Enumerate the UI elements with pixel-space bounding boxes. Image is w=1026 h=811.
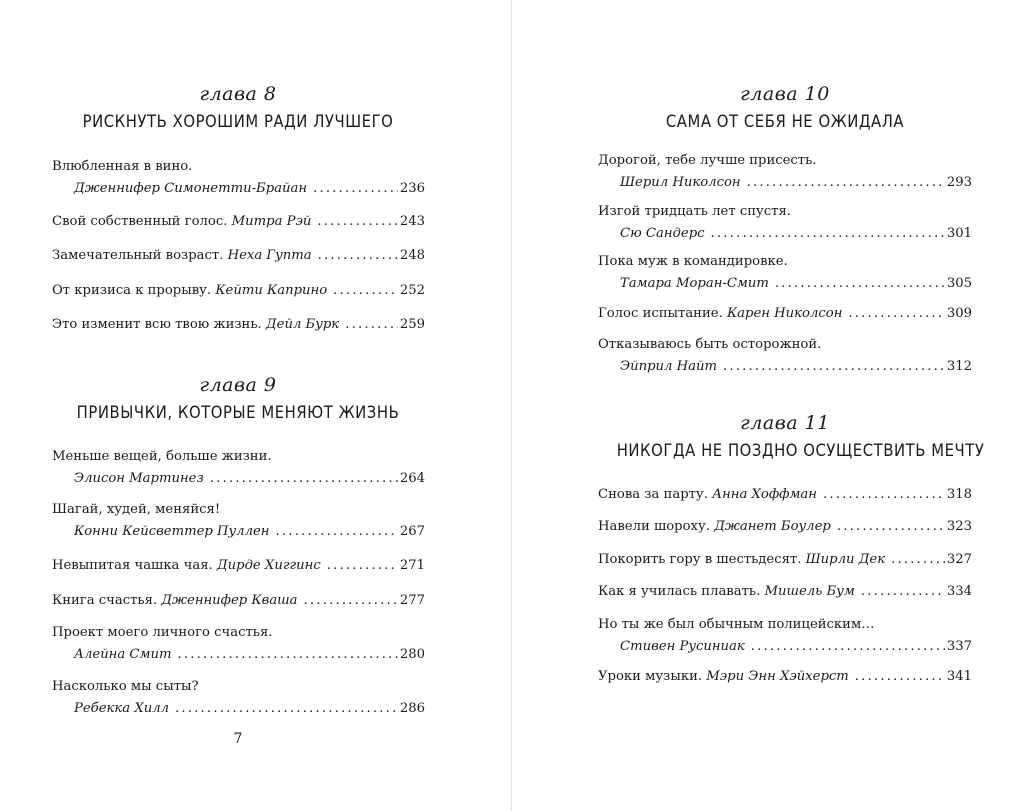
- entry-title: Отказываюсь быть осторожной.: [598, 337, 822, 352]
- dot-leader: [175, 699, 398, 718]
- entry-page: 341: [946, 669, 972, 684]
- dot-leader: [823, 485, 945, 504]
- toc-entry[interactable]: [598, 485, 972, 504]
- dot-leader: [891, 550, 945, 569]
- entry-title: Свой собственный голос.: [52, 214, 228, 229]
- entry-author: Алейна Смит: [74, 647, 172, 662]
- dot-leader: [848, 304, 944, 323]
- dot-leader: [775, 274, 945, 293]
- entry-author: Элисон Мартинез: [74, 471, 204, 486]
- entry-page: 309: [946, 306, 972, 321]
- entry-page: 280: [399, 647, 425, 662]
- toc-entry[interactable]: [52, 677, 425, 718]
- dot-leader: [177, 645, 397, 664]
- page-number: 7: [233, 731, 243, 747]
- dot-leader: [304, 591, 398, 610]
- toc-entry[interactable]: [598, 517, 972, 536]
- dot-leader: [747, 173, 945, 192]
- dot-leader: [333, 281, 398, 300]
- chapter-title: РИСКНУТЬ ХОРОШИМ РАДИ ЛУЧШЕГО: [82, 112, 394, 131]
- entry-title: Шагай, худей, меняйся!: [52, 502, 221, 517]
- entry-page: 277: [399, 593, 425, 608]
- dot-leader: [723, 357, 945, 376]
- entry-author: Сю Сандерс: [620, 226, 705, 241]
- toc-entry[interactable]: [598, 202, 972, 243]
- entry-page: 334: [946, 584, 972, 599]
- chapter-11-heading: [598, 411, 985, 462]
- entry-author: Дейл Бурк: [265, 317, 340, 332]
- chapter-title: НИКОГДА НЕ ПОЗДНО ОСУЩЕСТВИТЬ МЕЧТУ: [616, 441, 985, 460]
- entry-title: Уроки музыки.: [598, 669, 703, 684]
- entry-title: Но ты же был обычным полицейским…: [598, 617, 875, 632]
- entry-author: Дженнифер Кваша: [161, 593, 298, 608]
- right-page: [512, 0, 1026, 811]
- toc-entry[interactable]: [598, 304, 972, 323]
- entry-page: 267: [399, 524, 425, 539]
- toc-entry[interactable]: [52, 315, 425, 334]
- entry-title: Проект моего личного счастья.: [52, 625, 273, 640]
- entry-page: 293: [946, 175, 972, 190]
- toc-entry[interactable]: [598, 582, 972, 601]
- entry-page: 271: [399, 558, 425, 573]
- left-page: [0, 0, 511, 811]
- entry-page: 323: [946, 519, 972, 534]
- entry-author: Неха Гупта: [227, 248, 312, 263]
- toc-entry[interactable]: [52, 447, 425, 488]
- entry-title: Влюбленная в вино.: [52, 159, 193, 174]
- entry-author: Эйприл Найт: [620, 359, 717, 374]
- chapter-label: глава 10: [740, 83, 830, 105]
- entry-author: Митра Рэй: [231, 214, 312, 229]
- entry-page: 252: [399, 283, 425, 298]
- dot-leader: [313, 179, 398, 198]
- entry-author: Дженнифер Симонетти-Брайан: [74, 181, 308, 196]
- toc-entry[interactable]: [598, 335, 972, 376]
- toc-entry[interactable]: [52, 500, 425, 541]
- entry-title: Как я училась плавать.: [598, 584, 761, 599]
- entry-page: 259: [399, 317, 425, 332]
- entry-title: Покорить гору в шестьдесят.: [598, 552, 802, 567]
- dot-leader: [345, 315, 398, 334]
- entry-title: Невыпитая чашка чая.: [52, 558, 213, 573]
- entry-author: Мишель Бум: [764, 584, 855, 599]
- dot-leader: [861, 582, 945, 601]
- toc-entry[interactable]: [598, 615, 972, 656]
- entry-page: 305: [946, 276, 972, 291]
- entry-page: 236: [399, 181, 425, 196]
- chapter-label: глава 9: [199, 374, 277, 396]
- entry-page: 337: [946, 639, 972, 654]
- chapter-8-heading: [52, 82, 424, 133]
- entry-title: Меньше вещей, больше жизни.: [52, 449, 272, 464]
- entry-page: 286: [399, 701, 425, 716]
- entry-author: Тамара Моран-Смит: [620, 276, 769, 291]
- entry-page: 327: [946, 552, 972, 567]
- toc-entry[interactable]: [52, 591, 425, 610]
- entry-title: Насколько мы сыты?: [52, 679, 199, 694]
- entry-title: Голос испытание.: [598, 306, 723, 321]
- chapter-10-heading: [598, 82, 972, 133]
- entry-page: 248: [399, 248, 425, 263]
- toc-entry[interactable]: [52, 157, 425, 198]
- entry-author: Мэри Энн Хэйхерст: [706, 669, 849, 684]
- entry-page: 301: [946, 226, 972, 241]
- entry-title: Книга счастья.: [52, 593, 158, 608]
- entry-author: Конни Кейсветтер Пуллен: [74, 524, 270, 539]
- entry-author: Анна Хоффман: [712, 487, 817, 502]
- toc-entry[interactable]: [598, 252, 972, 293]
- entry-author: Карен Николсон: [726, 306, 843, 321]
- entry-author: Кейти Каприно: [215, 283, 328, 298]
- chapter-label: глава 8: [199, 83, 277, 105]
- entry-title: Навели шороху.: [598, 519, 710, 534]
- dot-leader: [318, 246, 398, 265]
- toc-entry[interactable]: [52, 212, 425, 231]
- dot-leader: [837, 517, 945, 536]
- chapter-label: глава 11: [740, 412, 830, 434]
- toc-entry[interactable]: [598, 550, 972, 569]
- entry-title: Пока муж в командировке.: [598, 254, 788, 269]
- dot-leader: [327, 556, 398, 575]
- toc-entry[interactable]: [52, 556, 425, 575]
- entry-title: Дорогой, тебе лучше присесть.: [598, 153, 817, 168]
- entry-title: Изгой тридцать лет спустя.: [598, 204, 791, 219]
- toc-entry[interactable]: [598, 667, 972, 686]
- entry-page: 312: [946, 359, 972, 374]
- entry-page: 264: [399, 471, 425, 486]
- entry-page: 243: [399, 214, 425, 229]
- entry-page: 318: [946, 487, 972, 502]
- entry-author: Стивен Русиниак: [620, 639, 745, 654]
- toc-entry[interactable]: [52, 623, 425, 664]
- entry-author: Ширли Дек: [805, 552, 886, 567]
- chapter-9-heading: [52, 373, 424, 424]
- chapter-title: ПРИВЫЧКИ, КОТОРЫЕ МЕНЯЮТ ЖИЗНЬ: [76, 403, 400, 422]
- entry-title: Замечательный возраст.: [52, 248, 224, 263]
- entry-title: От кризиса к прорыву.: [52, 283, 212, 298]
- entry-author: Джанет Боулер: [714, 519, 831, 534]
- entry-title: Это изменит всю твою жизнь.: [52, 317, 262, 332]
- toc-entry[interactable]: [52, 246, 425, 265]
- dot-leader: [275, 522, 397, 541]
- toc-entry[interactable]: [52, 281, 425, 300]
- toc-entry[interactable]: [598, 151, 972, 192]
- dot-leader: [317, 212, 397, 231]
- entry-author: Дирде Хиггинс: [216, 558, 321, 573]
- entry-title: Снова за парту.: [598, 487, 708, 502]
- entry-author: Ребекка Хилл: [74, 701, 170, 716]
- entry-author: Шерил Николсон: [620, 175, 741, 190]
- dot-leader: [210, 469, 398, 488]
- dot-leader: [711, 224, 945, 243]
- chapter-title: САМА ОТ СЕБЯ НЕ ОЖИДАЛА: [665, 112, 905, 131]
- dot-leader: [751, 637, 945, 656]
- dot-leader: [855, 667, 945, 686]
